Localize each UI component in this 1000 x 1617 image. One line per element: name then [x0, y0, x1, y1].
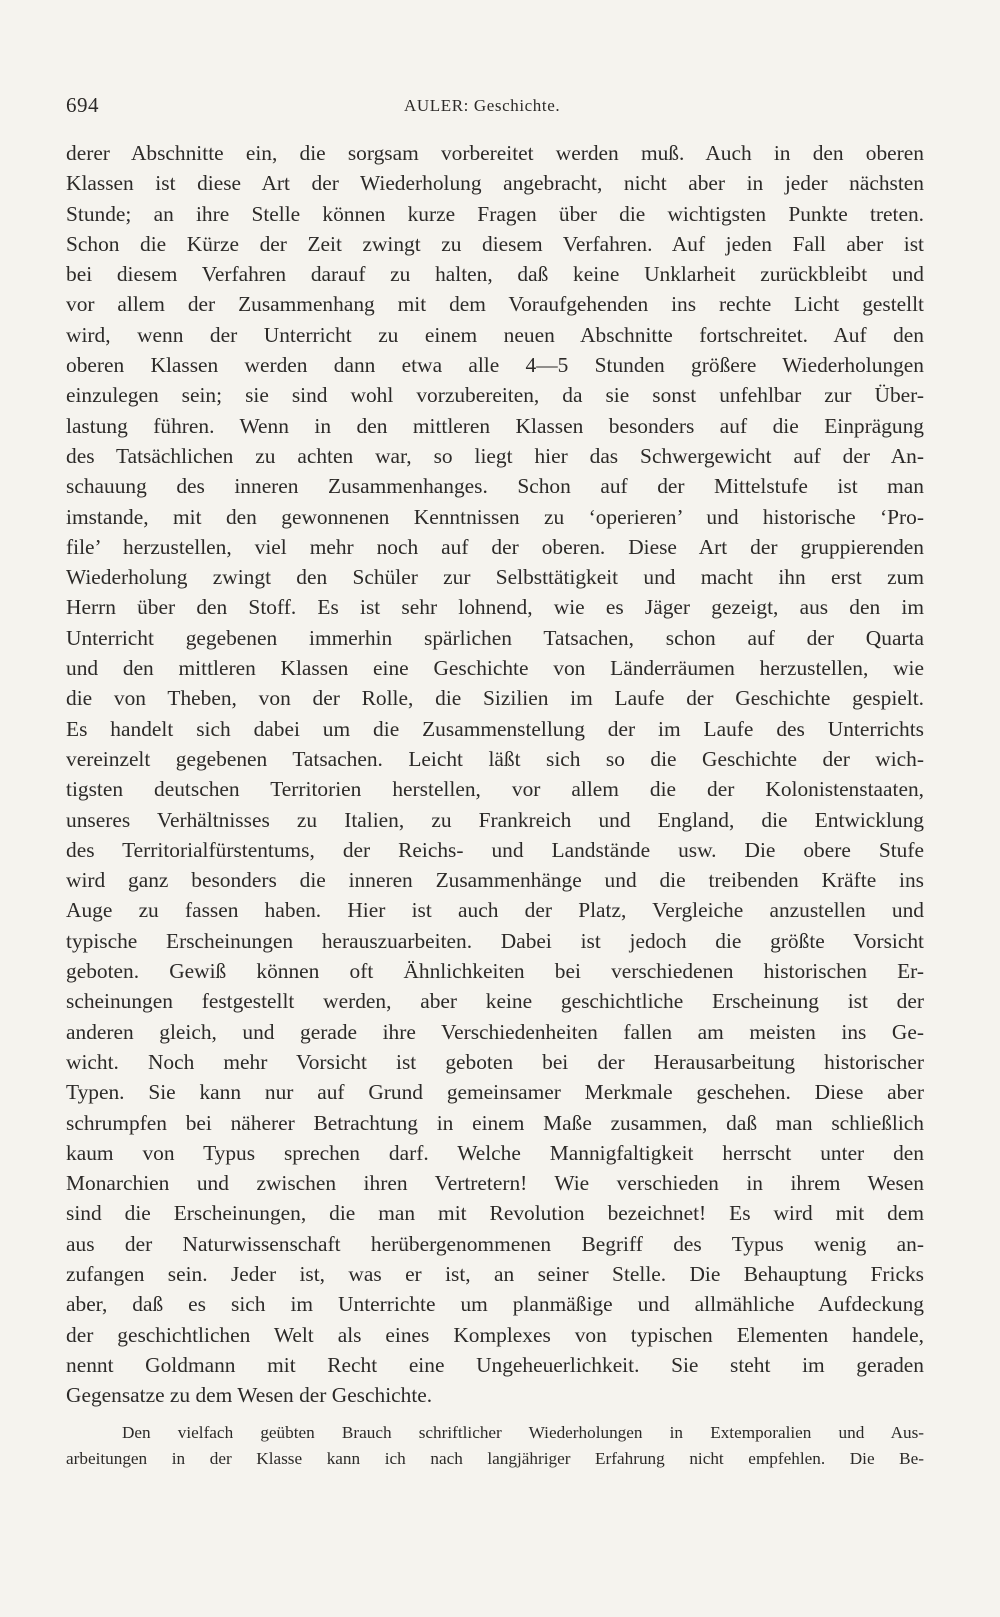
text-line: des Territorialfürstentums, der Reichs- und Landstände usw. Die obere Stufe	[66, 837, 924, 862]
text-line: Gegensatze zu dem Wesen der Geschichte.	[66, 1383, 433, 1408]
text-line: aus der Naturwissenschaft herübergenommenen Begriff des Typus wenig an-	[66, 1231, 924, 1256]
text-line: tigsten deutschen Territorien herstellen, vor allem die der Kolonistenstaaten,	[66, 777, 924, 802]
text-line: bei diesem Verfahren darauf zu halten, daß keine Unklarheit zurückbleibt und	[66, 262, 924, 287]
text-line: sind die Erscheinungen, die man mit Revolution bezeichnet! Es wird mit dem	[66, 1201, 924, 1226]
text-line: und den mittleren Klassen eine Geschichte von Länderräumen herzustellen, wie	[66, 656, 924, 681]
running-head: AULER: Geschichte.	[404, 96, 561, 115]
text-line: Unterricht gegebenen immerhin spärlichen Tatsachen, schon auf der Quarta	[66, 625, 924, 650]
text-line: die von Theben, von der Rolle, die Sizilien im Laufe der Geschichte gespielt.	[66, 686, 924, 711]
text-line: scheinungen festgestellt werden, aber keine geschichtliche Erscheinung ist der	[66, 989, 924, 1014]
text-line: Herrn über den Stoff. Es ist sehr lohnend, wie es Jäger gezeigt, aus den im	[66, 595, 924, 620]
text-line: Klassen ist diese Art der Wiederholung angebracht, nicht aber in jeder nächsten	[66, 171, 924, 196]
text-line: file’ herzustellen, viel mehr noch auf der oberen. Diese Art der gruppierenden	[66, 534, 924, 559]
page-number: 694	[66, 93, 99, 117]
text-line: Schon die Kürze der Zeit zwingt zu diesem Verfahren. Auf jeden Fall aber ist	[66, 231, 924, 256]
text-line: Es handelt sich dabei um die Zusammenstellung der im Laufe des Unterrichts	[66, 716, 924, 741]
text-line: anderen gleich, und gerade ihre Verschiedenheiten fallen am meisten ins Ge-	[66, 1019, 924, 1044]
text-line: einzulegen sein; sie sind wohl vorzubereiten, da sie sonst unfehlbar zur Über-	[66, 383, 924, 408]
body-paragraph	[66, 138, 924, 1410]
text-line: Wiederholung zwingt den Schüler zur Selbsttätigkeit und macht ihn erst zum	[66, 565, 924, 590]
text-line: derer Abschnitte ein, die sorgsam vorbereitet werden muß. Auch in den oberen	[66, 141, 924, 165]
text-line: vereinzelt gegebenen Tatsachen. Leicht läßt sich so die Geschichte der wich-	[66, 746, 924, 771]
text-line: Auge zu fassen haben. Hier ist auch der Platz, Vergleiche anzustellen und	[66, 898, 924, 923]
text-line: nennt Goldmann mit Recht eine Ungeheuerlichkeit. Sie steht im geraden	[66, 1352, 924, 1377]
text-line: vor allem der Zusammenhang mit dem Voraufgehenden ins rechte Licht gestellt	[66, 292, 924, 317]
text-line: schauung des inneren Zusammenhanges. Schon auf der Mittelstufe ist man	[66, 474, 924, 499]
text-line: geboten. Gewiß können oft Ähnlichkeiten bei verschiedenen historischen Er-	[66, 959, 924, 984]
text-line: Stunde; an ihre Stelle können kurze Fragen über die wichtigsten Punkte treten.	[66, 201, 924, 226]
text-line: schrumpfen bei näherer Betrachtung in einem Maße zusammen, daß man schließlich	[66, 1110, 924, 1135]
text-line: wicht. Noch mehr Vorsicht ist geboten bei der Herausarbeitung historischer	[66, 1049, 924, 1074]
text-line: wird, wenn der Unterricht zu einem neuen Abschnitte fortschreitet. Auf den	[66, 322, 924, 347]
text-line: typische Erscheinungen herauszuarbeiten. Dabei ist jedoch die größte Vorsicht	[66, 928, 924, 953]
text-line: des Tatsächlichen zu achten war, so liegt hier das Schwergewicht auf der An-	[66, 443, 924, 468]
page-header	[66, 93, 926, 123]
footnote-line: Den vielfach geübten Brauch schriftlicher Wiederholungen in Extemporalien und Aus-	[122, 1423, 924, 1442]
text-line: oberen Klassen werden dann etwa alle 4—5 Stunden größere Wiederholungen	[66, 353, 924, 378]
text-line: zufangen sein. Jeder ist, was er ist, an seiner Stelle. Die Behauptung Fricks	[66, 1261, 924, 1286]
text-line: lastung führen. Wenn in den mittleren Klassen besonders auf die Einprägung	[66, 413, 924, 438]
text-line: Monarchien und zwischen ihren Vertretern! Wie verschieden in ihrem Wesen	[66, 1171, 924, 1196]
text-line: wird ganz besonders die inneren Zusammenhänge und die treibenden Kräfte ins	[66, 868, 924, 893]
text-line: unseres Verhältnisses zu Italien, zu Frankreich und England, die Entwicklung	[66, 807, 924, 832]
text-line: imstande, mit den gewonnenen Kenntnissen zu ‘operieren’ und historische ‘Pro-	[66, 504, 924, 529]
text-line: der geschichtlichen Welt als eines Komplexes von typischen Elementen handele,	[66, 1322, 924, 1347]
text-line: Typen. Sie kann nur auf Grund gemeinsamer Merkmale geschehen. Diese aber	[66, 1080, 924, 1105]
footnote-line: arbeitungen in der Klasse kann ich nach langjähriger Erfahrung nicht empfehlen. Die Be-	[66, 1449, 924, 1468]
text-line: aber, daß es sich im Unterrichte um planmäßige und allmähliche Aufdeckung	[66, 1292, 924, 1317]
footnote	[66, 1420, 924, 1472]
text-line: kaum von Typus sprechen darf. Welche Mannigfaltigkeit herrscht unter den	[66, 1140, 924, 1165]
